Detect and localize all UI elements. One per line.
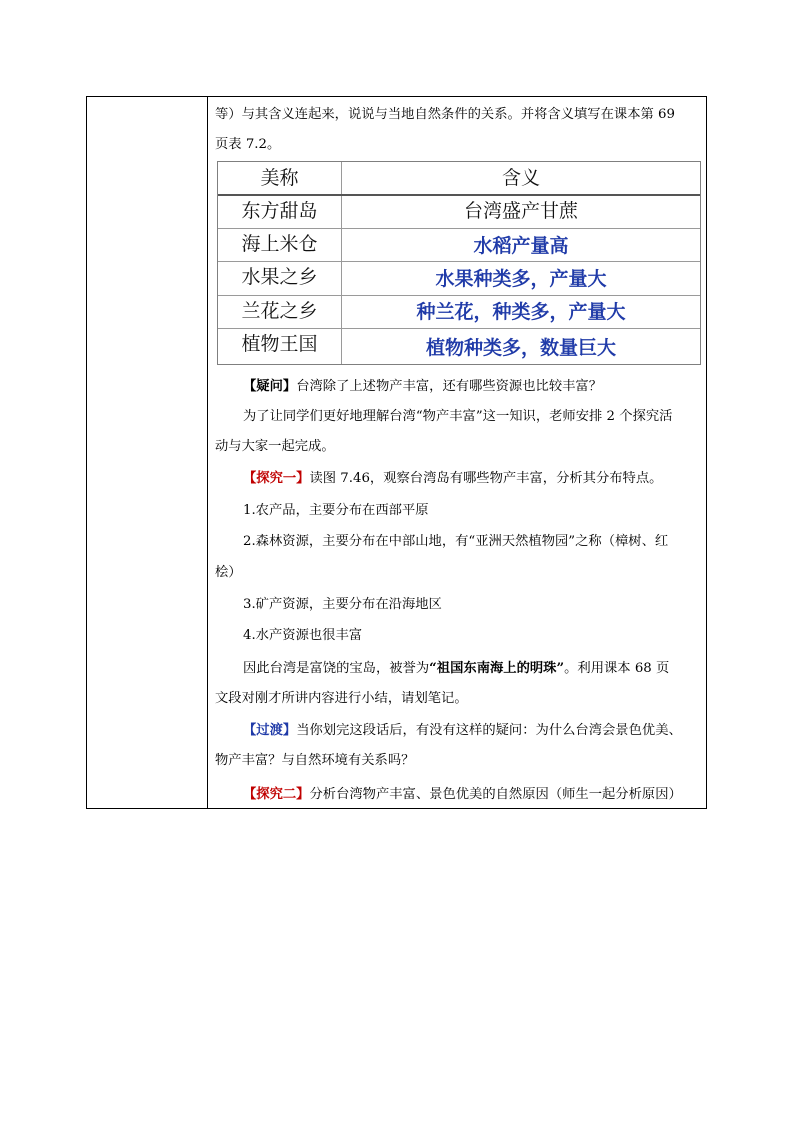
para1-line-2: 动与大家一起完成。 <box>215 439 335 454</box>
table-header-name: 美称 <box>260 167 299 189</box>
explore2-line <box>243 787 682 803</box>
explore2-tag: 【探究二】 <box>243 787 310 802</box>
intro-line-1: 等）与其含义连起来，说说与当地自然条件的关系。并将含义填写在课本第 69 <box>215 107 675 122</box>
list-item: 4.水产资源也很丰富 <box>243 628 363 643</box>
intro-line-2: 页表 7.2。 <box>215 137 281 152</box>
table-row-answer: 植物种类多，数量巨大 <box>425 337 616 359</box>
table-row-name: 兰花之乡 <box>241 300 318 322</box>
transition-line-2: 物产丰富？与自然环境有关系吗？ <box>215 753 415 768</box>
content-column <box>209 97 706 808</box>
transition-text: 当你划完这段话后，有没有这样的疑问：为什么台湾会景色优美、 <box>296 723 682 738</box>
summary-highlight: “祖国东南海上的明珠” <box>429 661 565 676</box>
table-row-name: 东方甜岛 <box>241 200 318 222</box>
question-line <box>243 379 602 395</box>
explore1-tag: 【探究一】 <box>243 471 310 486</box>
table-row-name: 海上米仓 <box>241 233 318 255</box>
transition-line-1 <box>243 723 682 739</box>
question-tag: 【疑问】 <box>243 379 297 394</box>
table-row-meaning: 台湾盛产甘蔗 <box>463 200 578 222</box>
explore1-text: 读图 7.46，观察台湾岛有哪些物产丰富，分析其分布特点。 <box>309 471 663 486</box>
table-row-answer: 水稻产量高 <box>473 235 569 257</box>
explore2-text: 分析台湾物产丰富、景色优美的自然原因（师生一起分析原因） <box>309 787 682 802</box>
table-row-answer: 种兰花，种类多，产量大 <box>416 301 626 323</box>
list-item: 2.森林资源，主要分布在中部山地，有“亚洲天然植物园”之称（樟树、红 <box>243 534 669 549</box>
question-text: 台湾除了上述物产丰富，还有哪些资源也比较丰富？ <box>296 379 603 394</box>
table-row-name: 植物王国 <box>241 333 318 355</box>
list-item: 3.矿产资源，主要分布在沿海地区 <box>243 597 442 612</box>
summary-pre: 因此台湾是富饶的宝岛，被誉为 <box>243 661 430 676</box>
table-row-answer: 水果种类多，产量大 <box>435 268 607 290</box>
transition-tag: 【过渡】 <box>243 723 297 738</box>
list-item: 1.农产品，主要分布在西部平原 <box>243 503 429 518</box>
explore1-line <box>243 471 662 487</box>
table-row-name: 水果之乡 <box>241 266 318 288</box>
summary-post: 。利用课本 68 页 <box>564 661 670 676</box>
left-column <box>87 97 208 808</box>
summary-line-2: 文段对刚才所讲内容进行小结，请划笔记。 <box>215 691 468 706</box>
list-item-continuation: 桧） <box>215 565 242 580</box>
para1-line-1: 为了让同学们更好地理解台湾“物产丰富”这一知识，老师安排 2 个探究活 <box>243 409 673 424</box>
table-header-meaning: 含义 <box>501 167 540 189</box>
nickname-table <box>217 161 701 365</box>
summary-line-1 <box>243 661 669 677</box>
lesson-table <box>86 96 707 809</box>
